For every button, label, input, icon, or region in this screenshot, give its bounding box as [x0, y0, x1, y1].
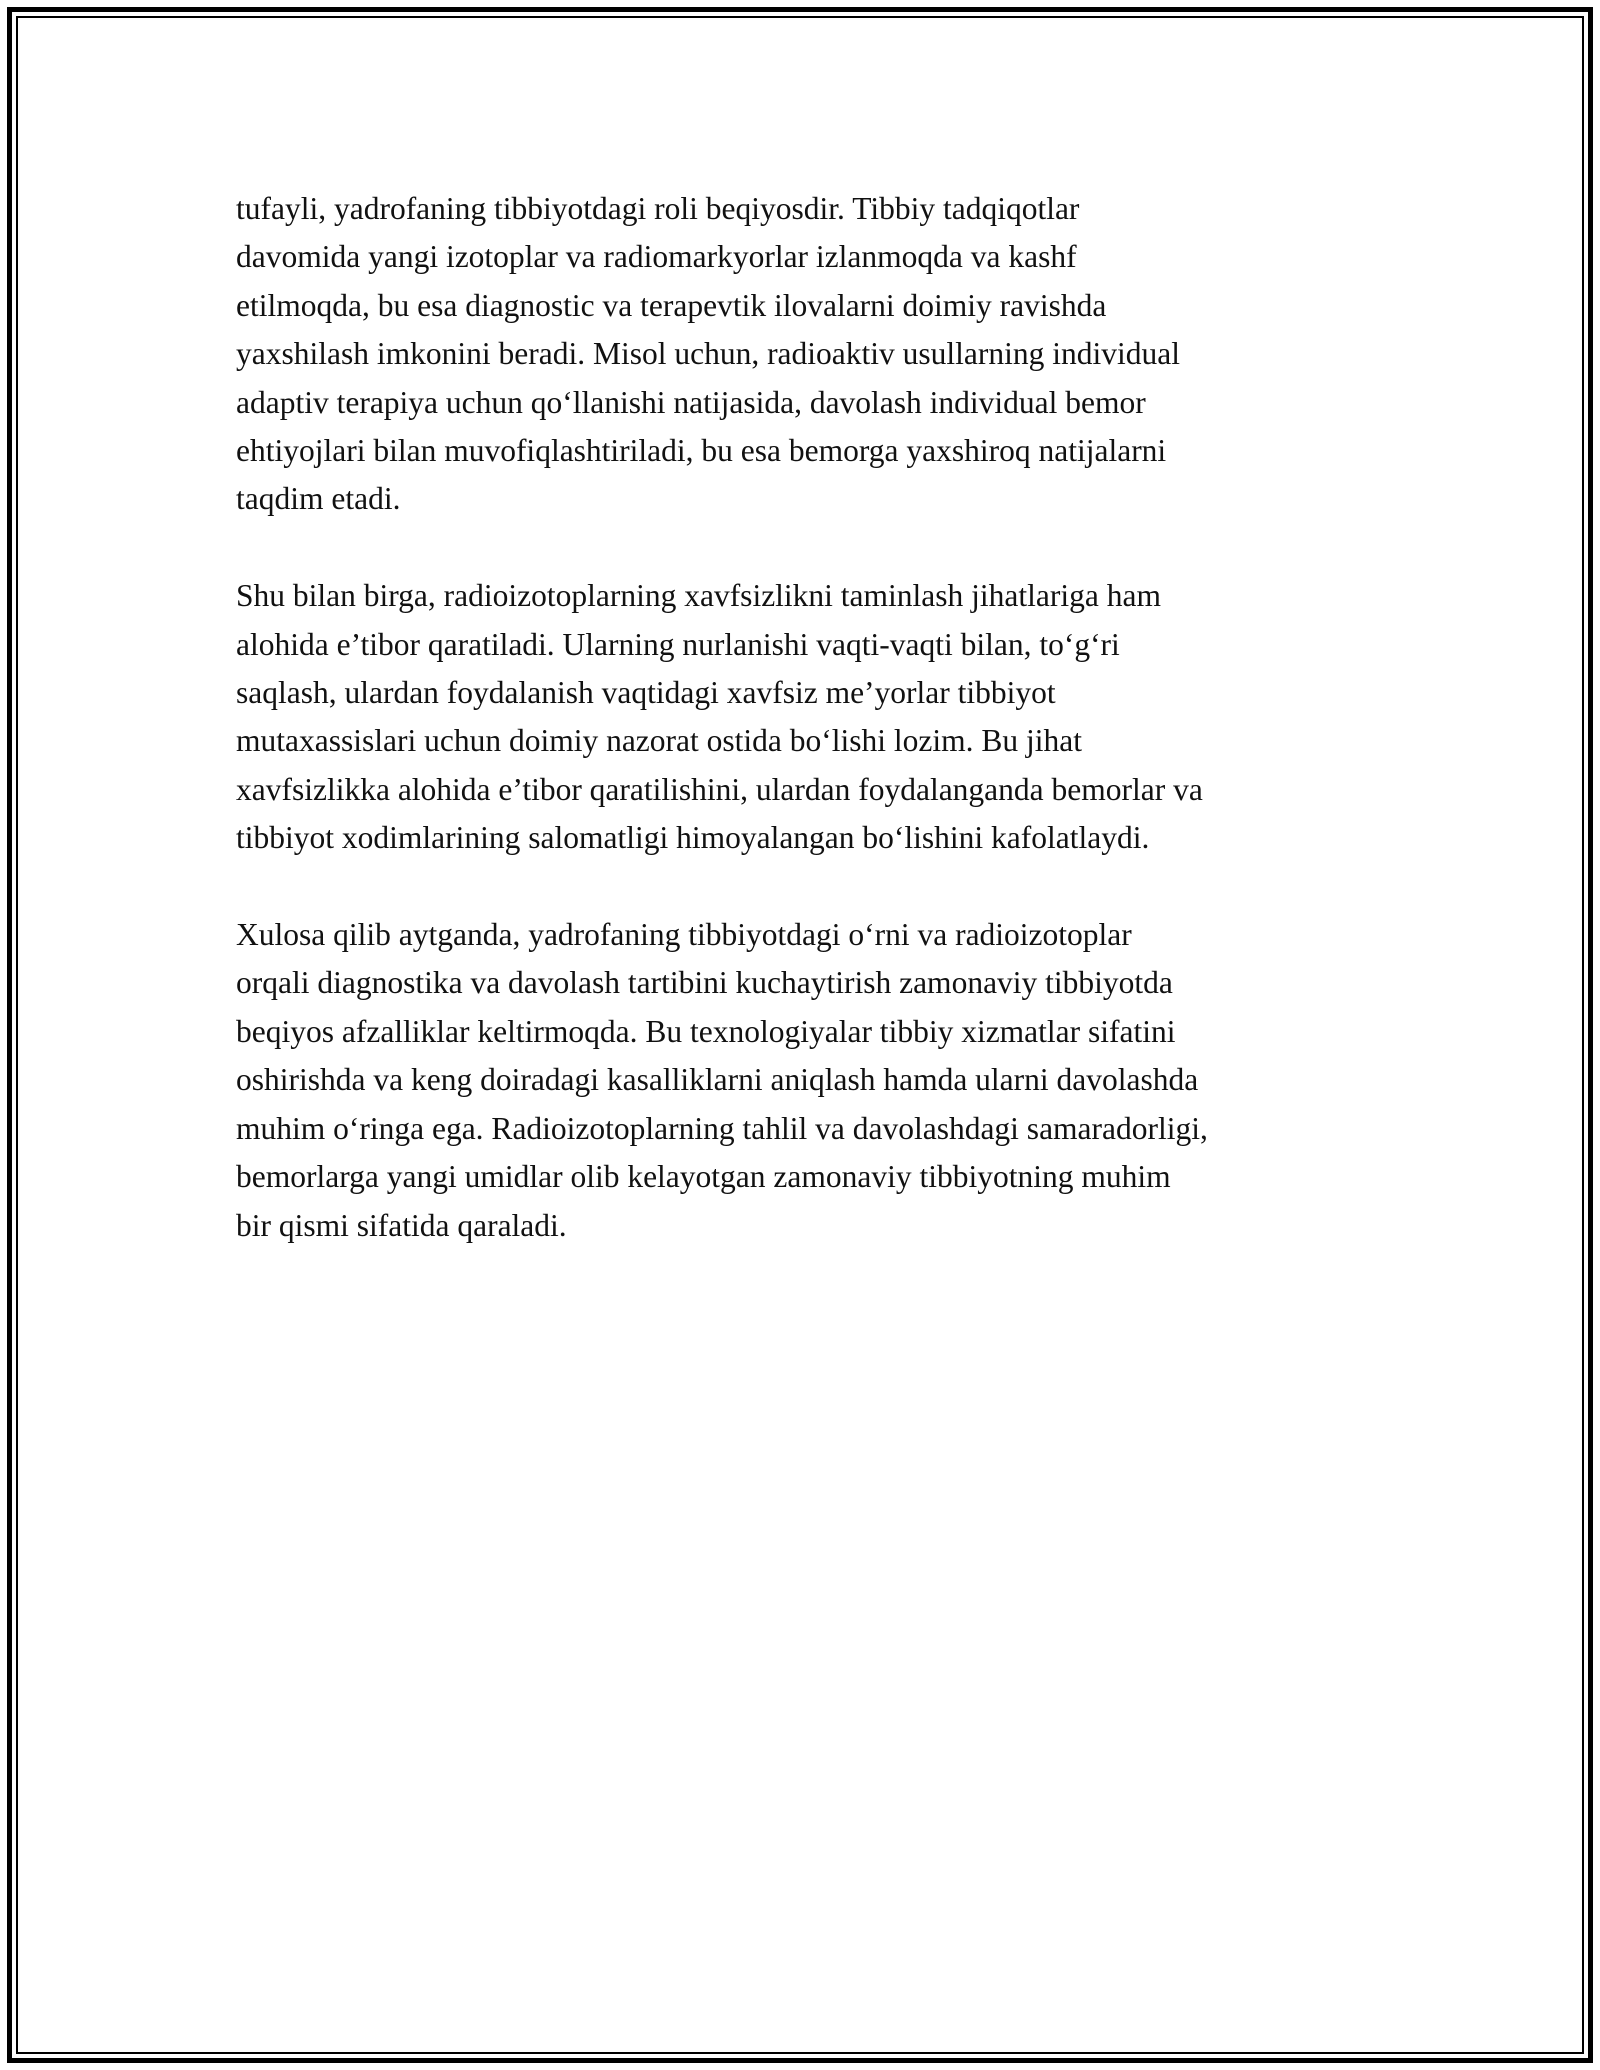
paragraph-3: Xulosa qilib aytganda, yadrofaning tibbiyotdagi o‘rni va radioizotoplar orqali diagnostika va davolash tartibini kuchaytirish zamonaviy tibbiyotda beqiyos afzalliklar keltirmoqda. Bu texnologiyalar tibbiy xizmatlar sifatini oshirishda va keng doiradagi kasalliklarni aniqlash hamda ularni davolashda muhim o‘ringa ega. Radioizotoplarning tahlil va davolashdagi samaradorligi, bemorlarga yangi umidlar olib kelayotgan zamonaviy tibbiyotning muhim bir qismi sifatida qaraladi.: [236, 917, 1208, 1243]
paragraph-2: Shu bilan birga, radioizotoplarning xavfsizlikni taminlash jihatlariga ham alohida e’tibor qaratiladi. Ularning nurlanishi vaqti-vaqti bilan, to‘g‘ri saqlash, ulardan foydalanish vaqtidagi xavfsiz me’yorlar tibbiyot mutaxassislari uchun doimiy nazorat ostida bo‘lishi lozim. Bu jihat xavfsizlikka alohida e’tibor qaratilishini, ulardan foydalanganda bemorlar va tibbiyot xodimlarining salomatligi himoyalangan bo‘lishini kafolatlaydi.: [236, 578, 1203, 856]
paragraph-1: tufayli, yadrofaning tibbiyotdagi roli beqiyosdir. Tibbiy tadqiqotlar davomida yangi izotoplar va radiomarkyorlar izlanmoqda va kashf etilmoqda, bu esa diagnostic va terapevtik ilovalarni doimiy ravishda yaxshilash imkonini beradi. Misol uchun, radioaktiv usullarning individual adaptiv terapiya uchun qo‘llanishi natijasida, davolash individual bemor ehtiyojlari bilan muvofiqlashtiriladi, bu esa bemorga yaxshiroq natijalarni taqdim etadi.: [236, 191, 1181, 517]
document-body: [236, 185, 1376, 1298]
